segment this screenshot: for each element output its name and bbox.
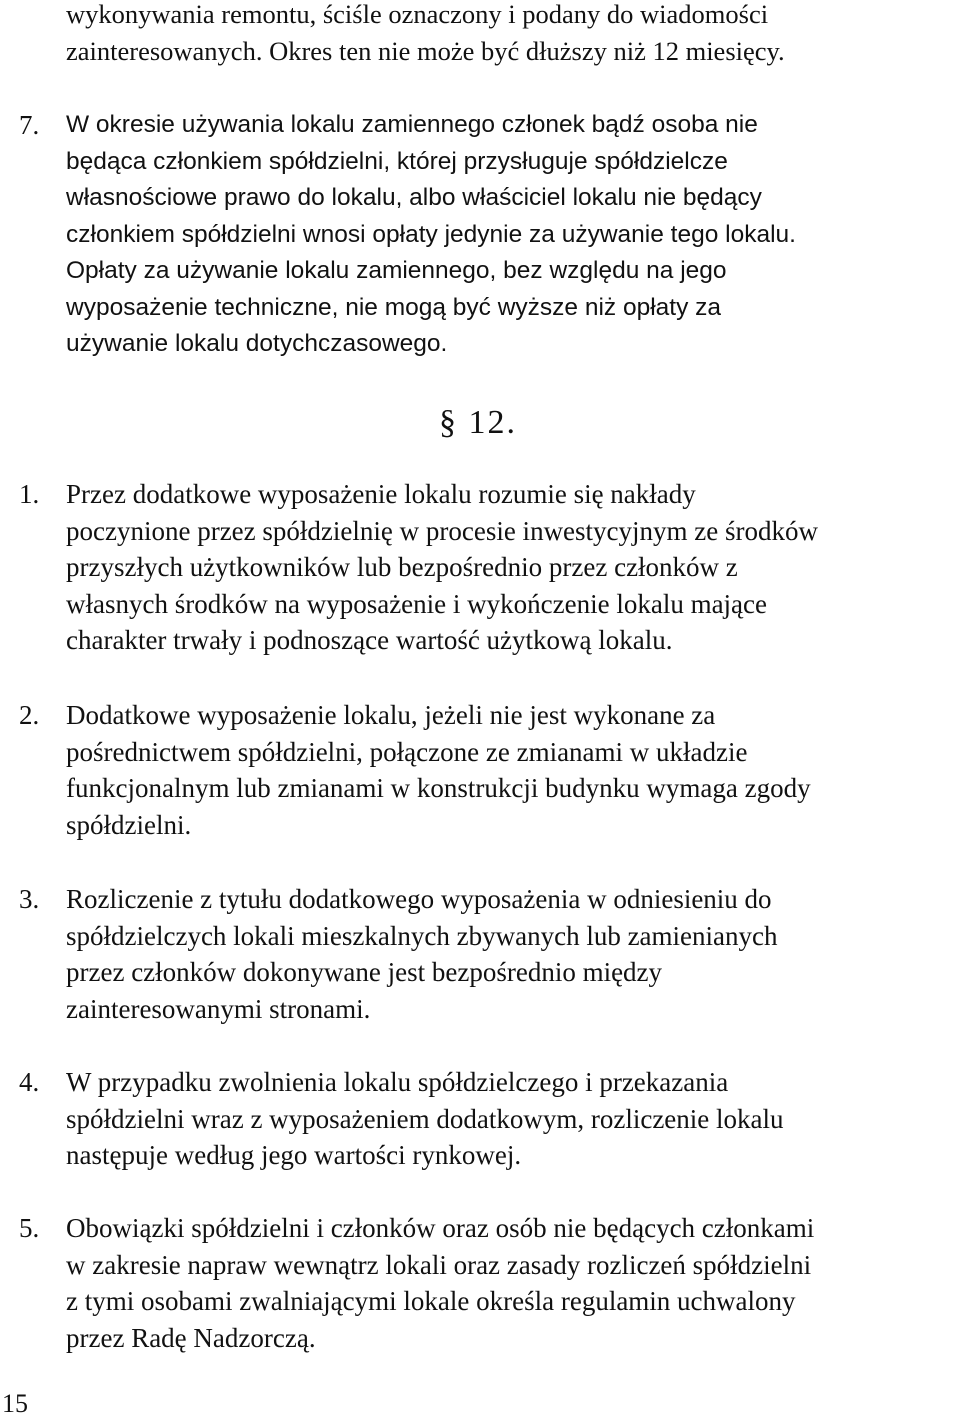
text-line: spółdzielni. [66,809,192,840]
text-line: przez członków dokonywane jest bezpośrednio między [66,957,663,987]
text-line: Rozliczenie z tytułu dodatkowego wyposażenia w odniesieniu do [66,884,772,914]
page-number: 15 [2,1389,28,1418]
item-number: 5. [19,1213,40,1243]
text-line: wykonywania remontu, ściśle oznaczony i podany do wiadomości [66,0,769,29]
text-line: będąca członkiem spółdzielni, której przysługuje spółdzielcze [66,147,728,175]
item-number: 3. [19,884,40,914]
item-number: 4. [19,1067,40,1097]
text-line: z tymi osobami zwalniającymi lokale określa regulamin uchwalony [66,1286,796,1316]
text-line: poczynione przez spółdzielnię w procesie inwestycyjnym ze środków [66,515,819,546]
text-line: Dodatkowe wyposażenie lokalu, jeżeli nie jest wykonane za [66,700,716,730]
text-line: przyszłych użytkowników lub bezpośrednio przez członków z [66,552,738,582]
text-line: W przypadku zwolnienia lokalu spółdzielczego i przekazania [66,1067,729,1097]
text-line: następuje według jego wartości rynkowej. [66,1140,522,1170]
item-number: 2. [19,700,40,730]
text-line: w zakresie napraw wewnątrz lokali oraz zasady rozliczeń spółdzielni [66,1249,812,1280]
text-line: W okresie używania lokalu zamiennego członek bądź osoba nie [66,111,758,138]
text-line: Opłaty za używanie lokalu zamiennego, bez względu na jego [66,257,727,284]
text-line: spółdzielczych lokali mieszkalnych zbywanych lub zamienianych [66,920,778,951]
text-line: członkiem spółdzielni wnosi opłaty jedynie za używanie tego lokalu. [66,220,796,248]
text-line: funkcjonalnym lub zmianami w konstrukcji budynku wymaga zgody [66,773,811,803]
paragraph-number: 7. [19,110,40,140]
text-line: zainteresowanymi stronami. [66,993,371,1024]
text-line: wyposażenie techniczne, nie mogą być wyższe niż opłaty za [66,293,722,321]
text-line: własnych środków na wyposażenie i wykończenie lokalu mające [66,588,768,619]
text-line: zainteresowanych. Okres ten nie może być dłuższy niż 12 miesięcy. [66,35,785,66]
text-line: spółdzielni wraz z wyposażeniem dodatkowym, rozliczenie lokalu [66,1103,784,1134]
text-line: Obowiązki spółdzielni i członków oraz osób nie będących członkami [66,1213,815,1243]
text-line: własnościowe prawo do lokalu, albo właściciel lokalu nie będący [66,184,762,211]
text-line: przez Radę Nadzorczą. [66,1322,316,1353]
text-line: charakter trwały i podnoszące wartość użytkową lokalu. [66,625,673,655]
section-heading: § 12. [439,404,517,441]
text-line: pośrednictwem spółdzielni, połączone ze zmianami w układzie [66,736,748,767]
item-number: 1. [19,479,40,509]
text-line: używanie lokalu dotychczasowego. [66,330,448,357]
text-line: Przez dodatkowe wyposażenie lokalu rozumie się nakłady [66,479,696,509]
